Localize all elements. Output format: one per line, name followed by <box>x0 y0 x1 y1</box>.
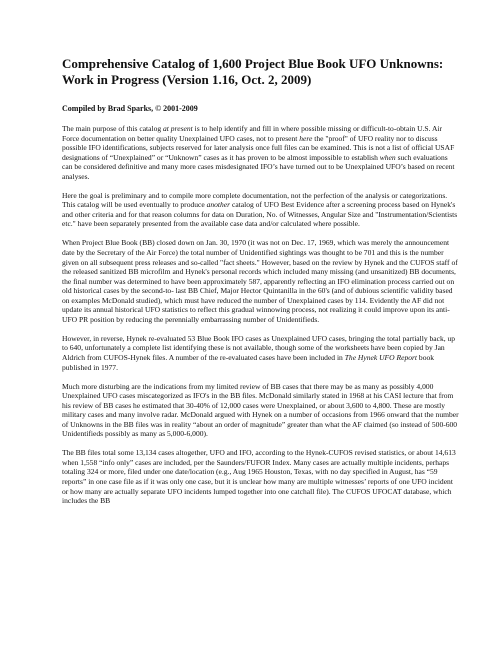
paragraph-3: When Project Blue Book (BB) closed down on Jan. 30, 1970 (it was not on Dec. 17, 1969, which was merely the announcement date by the Secretary of the Air Force) the total number of Unidentified sightings was thought to be 701 and this is the number given on all subsequent press releases and so-called "fact sheets." However, based on the review by Hynek and the CUFOS staff of the released sanitized BB microfilm and Hynek's personal records which included many missing (and unsanitized) BB documents, the final number was determined to have been approximately 587, apparently reflecting an IFO elimination process carried out on old historical cases by the second-to- last BB Chief, Major Hector Quintanilla in the 60's (and of dubious scientific validity based on examples McDonald studied), which must have reduced the number of Unexplained cases by 114. Evidently the AF did not update its annual historical UFO statistics to reflect this gradual winnowing process, not realizing it could improve upon its anti-UFO PR position by reducing the perennially embarrassing number of Unidentifieds. <box>62 238 458 324</box>
paragraph-2: Here the goal is preliminary and to compile more complete documentation, not the perfection of the analysis or categorizations. This catalog will be used eventually to produce another catalog of UFO Best Evidence after a screening process based on Hynek's and other criteria and for that reason columns for data on Duration, No. of Witnesses, Angular Size and "Instrumentation/Scientists etc." have been separately presented from the available case data and/or calculated where possible. <box>62 190 458 229</box>
document-title <box>62 56 460 88</box>
paragraph-4: However, in reverse, Hynek re-evaluated 53 Blue Book IFO cases as Unexplained UFO cases, bringing the total partially back, up to 640, unfortunately a complete list identifying these is not available, though some of the worksheets have been copied by Jan Aldrich from CUFOS-Hynek files. A number of the re-evaluated cases have been included in The Hynek UFO Report book published in 1977. <box>62 333 456 372</box>
paragraph-1: The main purpose of this catalog at present is to help identify and fill in where possible missing or difficult-to-obtain U.S. Air Force documentation on better quality Unexplained UFO cases, not to present here the "proof" of UFO reality nor to discuss possible IFO identifications, subjects reserved for later analysis once full files can be examined. This is not a list of official USAF designations of “Unexplained” or “Unknown” cases as it has proven to be almost impossible to establish when such evaluations can be considered definitive and many more cases misdesignated IFO’s have turned out to be Unexplained UFO’s based on recent analyses. <box>62 124 455 181</box>
byline: Compiled by Brad Sparks, © 2001-2009 <box>62 104 198 113</box>
title-line-2: Work in Progress (Version 1.16, Oct. 2, 2009) <box>62 72 312 87</box>
paragraph-5: Much more disturbing are the indications from my limited review of BB cases that there may be as many as possibly 4,000 Unexplained UFO cases miscategorized as IFO's in the BB files. McDonald similarly stated in 1968 at his CASI lecture that from his review of BB cases he estimated that 30-40% of 12,000 cases were Unexplained, or about 3,600 to 4,800. These are mostly military cases and many involve radar. McDonald argued with Hynek on a number of occasions from 1966 onward that the number of Unknowns in the BB files was in reality “about an order of magnitude” greater than what the AF claimed (so instead of 500-600 Unidentifieds possibly as many as 5,000-6,000). <box>62 381 459 439</box>
paragraph-6: The BB files total some 13,134 cases altogether, UFO and IFO, according to the Hynek-CUFOS revised statistics, or about 14,613 when 1,558 “info only” cases are included, per the Saunders/FUFOR Index. Many cases are actually multiple incidents, perhaps totaling 324 or more, filed under one date/location (e.g., Aug 1965 Houston, Texas, with no day specified in August, has “59 reports” in one case file as if it was only one case, but it is unclear how many are multiple witnesses’ reports of one UFO incident or how many are actually separate UFO incidents lumped together into one catchall file). The CUFOS UFOCAT database, which includes the BB <box>62 448 456 506</box>
title-line-1: Comprehensive Catalog of 1,600 Project Blue Book UFO Unknowns: <box>62 56 444 71</box>
